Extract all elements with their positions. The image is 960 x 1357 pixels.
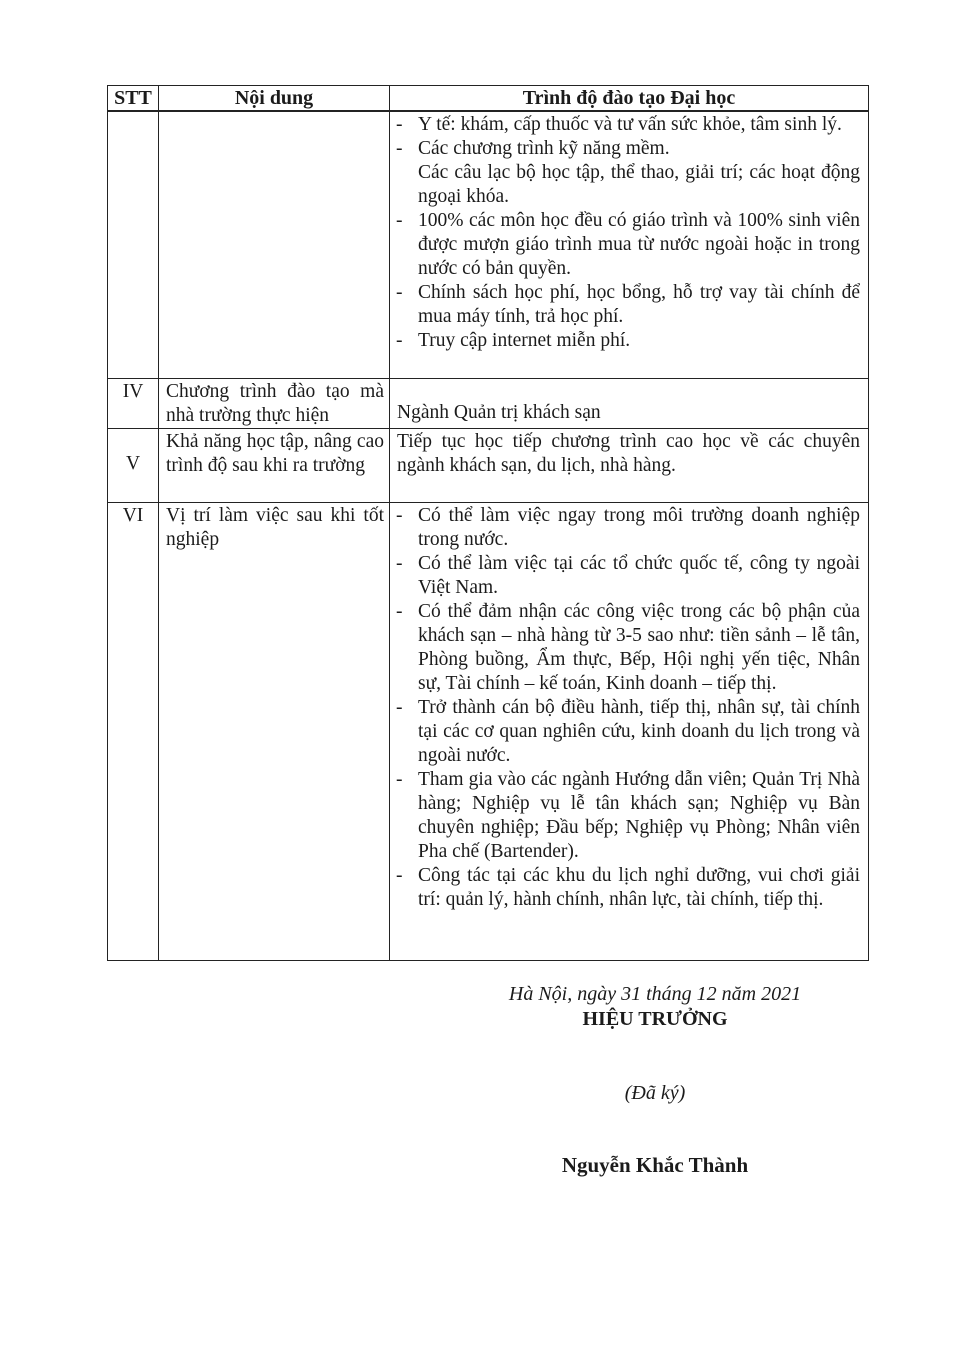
bullet-text: Truy cập internet miễn phí. [418, 330, 631, 351]
column-header-trinh-do-dao-tao: Trình độ đào tạo Đại học [390, 86, 869, 112]
signature-place-date: Hà Nội, ngày 31 tháng 12 năm 2021 [508, 983, 802, 1005]
bullet-list [390, 113, 868, 353]
table-row-vi [108, 502, 869, 960]
cell-content-empty [159, 111, 390, 378]
bullet-dash: - [396, 504, 403, 526]
signature-title: HIỆU TRƯỞNG [582, 1008, 728, 1030]
bullet-item [390, 696, 860, 768]
bullet-dash: - [396, 696, 403, 718]
bullet-text: Các chương trình kỹ năng mềm. [418, 138, 670, 159]
signature-block [420, 982, 890, 1177]
table-row-iv [108, 378, 869, 428]
detail-text-iv: Ngành Quản trị khách sạn [397, 401, 601, 423]
cell-content-iv: Chương trình đào tạo mà nhà trường thực hiện [159, 378, 390, 428]
column-header-stt: STT [108, 86, 159, 112]
bullet-list [390, 504, 868, 912]
bullet-item [390, 329, 860, 353]
bullet-dash: - [396, 552, 403, 574]
bullet-dash: - [396, 282, 403, 303]
table-row-continuation [108, 111, 869, 378]
bullet-item [390, 864, 860, 912]
bullet-text: Có thể làm việc tại các tổ chức quốc tế, công ty ngoài Việt Nam. [418, 552, 860, 598]
bullet-text: Có thể đảm nhận các công việc trong các bộ phận của khách sạn – nhà hàng từ 3-5 sao như: tiền sảnh – lễ tân, Phòng buồng, Ẩm thực, Bếp, Hội nghị yến tiệc, Nhân sự, Tài chính – kế toán, Kinh doanh – tiếp thị. [418, 600, 860, 694]
bullet-text: Y tế: khám, cấp thuốc và tư vấn sức khỏe, tâm sinh lý. [418, 114, 842, 135]
bullet-text: Công tác tại các khu du lịch nghỉ dưỡng, vui chơi giải trí: quản lý, hành chính, nhân lực, tài chính, tiếp thị. [418, 864, 860, 910]
bullet-item [390, 552, 860, 600]
bullet-text: 100% các môn học đều có giáo trình và 100% sinh viên được mượn giáo trình mua từ nước ngoài hoặc in trong nước có bản quyền. [418, 210, 860, 279]
bullet-dash: - [396, 330, 403, 351]
bullet-item [390, 281, 860, 329]
signature-signed-note: (Đã ký) [624, 1082, 686, 1104]
table-header-row [108, 86, 869, 112]
bullet-text: Có thể làm việc ngay trong môi trường doanh nghiệp trong nước. [418, 504, 860, 550]
detail-text-v: Tiếp tục học tiếp chương trình cao học về các chuyên ngành khách sạn, du lịch, nhà hàng. [397, 430, 860, 476]
bullet-item [390, 209, 860, 281]
bullet-item [390, 137, 860, 209]
bullet-dash: - [396, 114, 403, 135]
cell-detail-iv [390, 378, 869, 428]
bullet-dash: - [396, 600, 403, 622]
bullet-dash: - [396, 138, 403, 159]
bullet-text: Tham gia vào các ngành Hướng dẫn viên; Quản Trị Nhà hàng; Nghiệp vụ lễ tân khách sạn; Nghiệp vụ Bàn chuyên nghiệp; Đầu bếp; Nghiệp vụ Phòng; Nhân viên Pha chế (Bartender). [418, 768, 860, 862]
signature-name: Nguyễn Khắc Thành [561, 1153, 749, 1177]
training-program-table [107, 85, 869, 961]
table-row-v [108, 428, 869, 502]
cell-stt-iv: IV [108, 378, 159, 428]
cell-stt-vi: VI [108, 502, 159, 960]
cell-content-vi: Vị trí làm việc sau khi tốt nghiệp [159, 502, 390, 960]
cell-detail-vi [390, 502, 869, 960]
bullet-item [390, 504, 860, 552]
cell-content-v: Khả năng học tập, nâng cao trình độ sau khi ra trường [159, 428, 390, 502]
bullet-subtext: Các câu lạc bộ học tập, thể thao, giải trí; các hoạt động ngoại khóa. [418, 162, 860, 207]
cell-detail-services [390, 111, 869, 378]
bullet-item [390, 113, 860, 137]
column-header-noi-dung: Nội dung [159, 86, 390, 112]
bullet-dash: - [396, 210, 403, 231]
bullet-item [390, 600, 860, 696]
bullet-dash: - [396, 768, 403, 790]
bullet-text: Chính sách học phí, học bổng, hỗ trợ vay tài chính để mua máy tính, trả học phí. [418, 282, 860, 327]
bullet-item [390, 768, 860, 864]
cell-stt-v: V [108, 428, 159, 502]
cell-stt-empty [108, 111, 159, 378]
cell-detail-v [390, 428, 869, 502]
bullet-text: Trở thành cán bộ điều hành, tiếp thị, nhân sự, tài chính tại các cơ quan nghiên cứu, kinh doanh du lịch trong và ngoài nước. [418, 696, 860, 766]
bullet-dash: - [396, 864, 403, 886]
